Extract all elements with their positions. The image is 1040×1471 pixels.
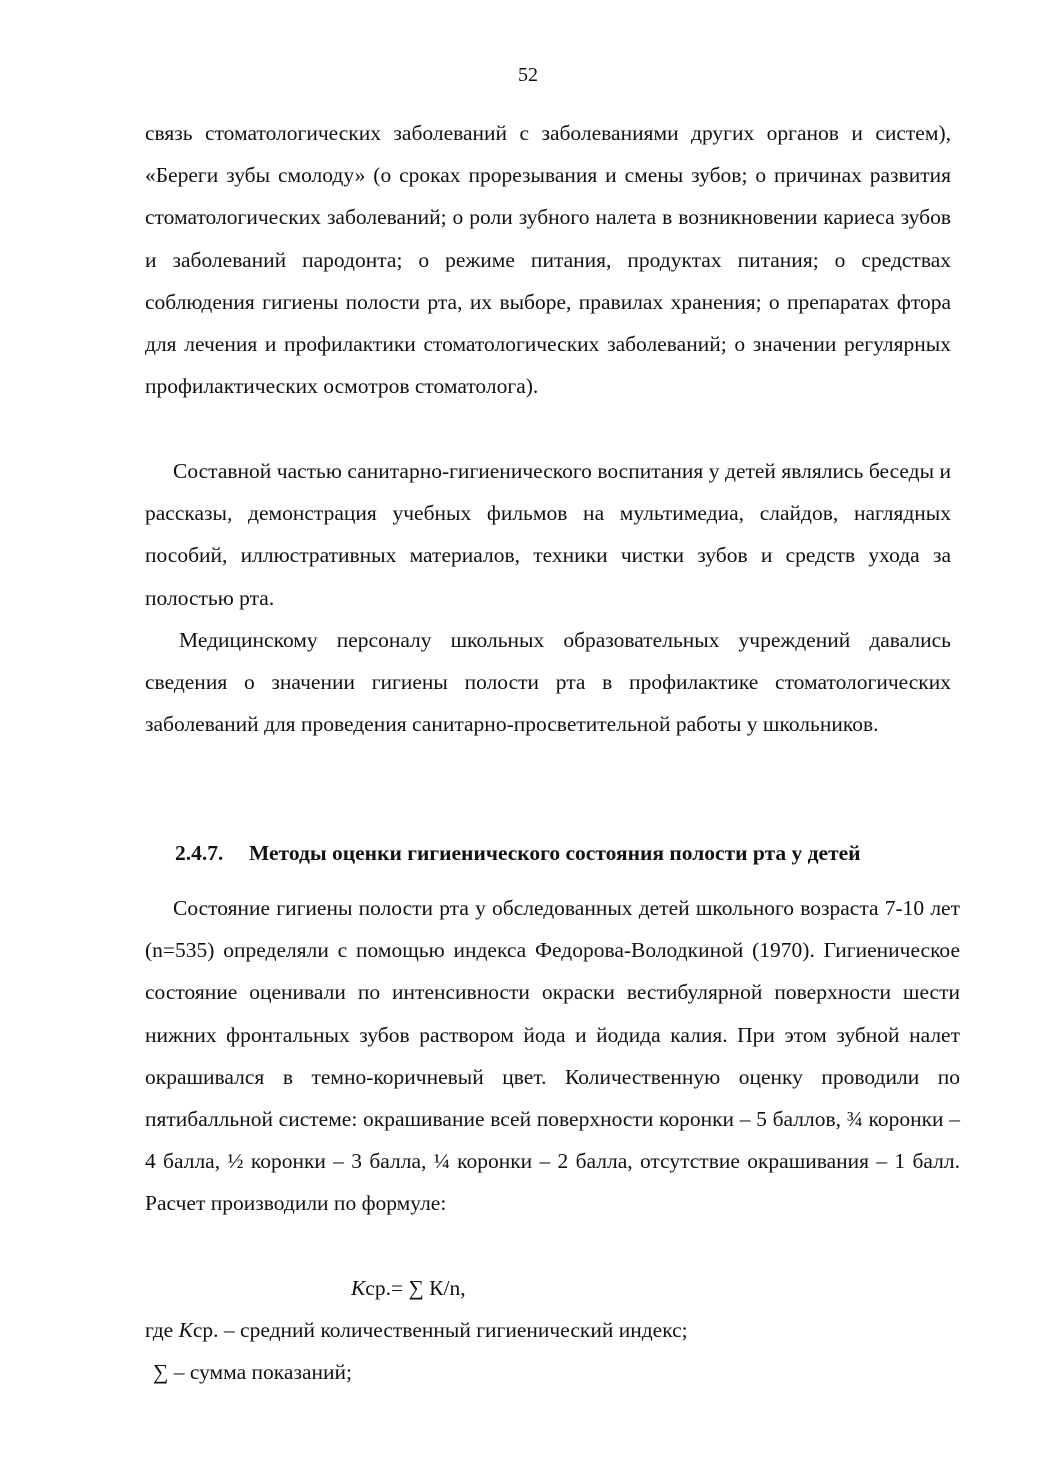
paragraph-hygiene-method: Состояние гигиены полости рта у обследованных детей школьного возраста 7-10 лет (n=535) определяли с помощью индекса Федорова-Володкиной (1970). Гигиеническое состояние оценивали по интенсивности окраски вестибулярной поверхности шести нижних фронтальных зубов раствором йода и йодида калия. При этом зубной налет окрашивался в темно-коричневый цвет. Количественную оценку проводили по пятибалльной системе: окрашивание всей поверхности коронки – 5 баллов, ¾ коронки – 4 балла, ½ коронки – 3 балла, ¼ коронки – 2 балла, отсутствие окрашивания – 1 балл. Расчет производили по формуле: — [145, 896, 960, 1216]
definition-k-text: ср. – средний количественный гигиенический индекс; — [192, 1318, 688, 1342]
formula-k-symbol: К — [351, 1276, 366, 1300]
definition-prefix: где — [145, 1318, 179, 1342]
section-title: Методы оценки гигиенического состояния полости рта у детей — [249, 841, 861, 865]
paragraph-sanitary-education: Составной частью санитарно-гигиенического воспитания у детей являлись беседы и рассказы, демонстрация учебных фильмов на мультимедиа, слайдов, наглядных пособий, иллюстративных материалов, техники чистки зубов и средств ухода за полостью рта. — [145, 459, 951, 610]
definition-sum: ∑ – сумма показаний; — [153, 1360, 352, 1384]
formula — [351, 1267, 466, 1309]
paragraph-continuation: связь стоматологических заболеваний с заболеваниями других органов и систем), «Береги зубы смолоду» (о сроках прорезывания и смены зубов; о причинах развития стоматологических заболеваний; о роли зубного налета в возникновении кариеса зубов и заболеваний пародонта; о режиме питания, продуктах питания; о средствах соблюдения гигиены полости рта, их выборе, правилах хранения; о препаратах фтора для лечения и профилактики стоматологических заболеваний; о значении регулярных профилактических осмотров стоматолога). — [145, 121, 951, 399]
definition-k-avg — [145, 1309, 688, 1351]
page-number: 52 — [518, 64, 538, 86]
definition-k-symbol: К — [178, 1318, 193, 1342]
paragraph-medical-staff: Медицинскому персоналу школьных образовательных учреждений давались сведения о значении гигиены полости рта в профилактике стоматологических заболеваний для проведения санитарно-просветительной работы у школьников. — [145, 628, 951, 737]
section-heading — [175, 833, 861, 873]
formula-expression: ср.= ∑ К/n, — [365, 1276, 466, 1300]
section-number: 2.4.7. — [175, 841, 224, 865]
